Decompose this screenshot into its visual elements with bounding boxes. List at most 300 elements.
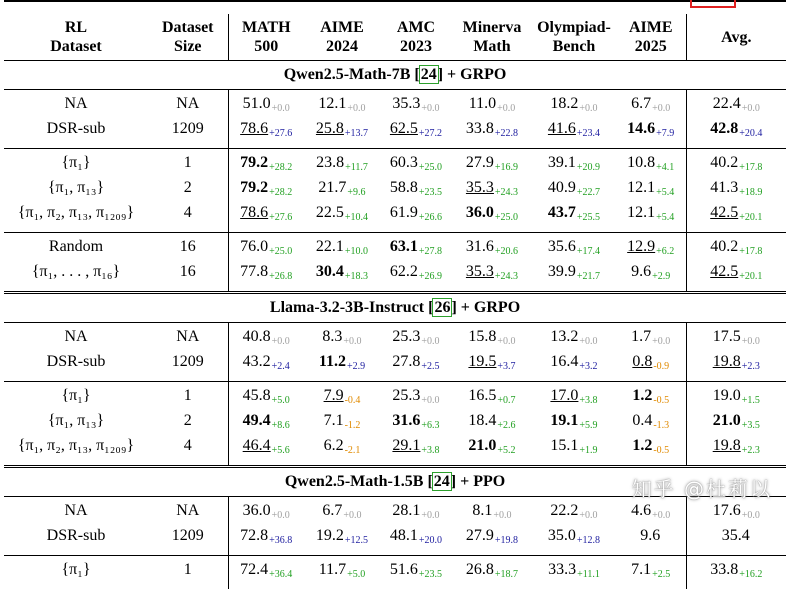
cell-delta: +20.1: [739, 271, 762, 282]
cell-delta: +5.2: [497, 445, 515, 456]
cell-delta: +11.7: [345, 162, 368, 173]
cell-value: 23.8: [316, 154, 344, 171]
cell-value: 27.9: [466, 154, 494, 171]
cell-delta: +20.9: [577, 162, 600, 173]
cell-aime2025: [616, 323, 686, 353]
top-rule: [4, 1, 786, 14]
cell-delta: +0.0: [579, 103, 597, 114]
cell-delta: +4.1: [656, 162, 674, 173]
table-header: [4, 1, 786, 61]
cell-math500: [228, 203, 304, 233]
cell-olympiad-bench: [532, 119, 616, 149]
cell-value: 79.2: [240, 179, 268, 196]
cell-minerva-math: [452, 149, 532, 179]
cell-delta: +17.8: [739, 162, 762, 173]
cell-delta: +18.7: [495, 569, 518, 580]
cell-delta: +12.8: [577, 535, 600, 546]
cell-value: 1.7: [631, 328, 651, 345]
cell-aime2024: [304, 323, 380, 353]
cell-value: 58.8: [390, 179, 418, 196]
cell-aime2025: [616, 233, 686, 263]
row-dataset-name: {π₁}: [4, 556, 148, 589]
header-aime2025: AIME 2025: [616, 14, 686, 61]
cell-delta: +25.5: [577, 212, 600, 223]
cell-delta: +0.7: [497, 395, 515, 406]
row-dataset-name: {π₁, π₁₃}: [4, 178, 148, 203]
section-title: [4, 293, 786, 323]
cell-value: 30.4: [316, 263, 344, 280]
cell-value: 17.5: [713, 328, 741, 345]
cell-delta: +0.0: [343, 336, 361, 347]
cell-value: 26.8: [466, 561, 494, 578]
cell-value: 27.8: [392, 353, 420, 370]
cell-value: 29.1: [392, 437, 420, 454]
cell-delta: +0.0: [652, 103, 670, 114]
row-dataset-size: 1209: [148, 119, 228, 149]
cell-minerva-math: [452, 382, 532, 412]
cell-delta: +27.8: [419, 246, 442, 257]
cell-avg: [686, 119, 786, 149]
cell-value: 33.3: [548, 561, 576, 578]
cell-delta: +5.9: [579, 420, 597, 431]
cell-aime2024: [304, 90, 380, 120]
cell-aime2025: [616, 119, 686, 149]
row-dataset-name: {π₁}: [4, 149, 148, 179]
cell-olympiad-bench: [532, 382, 616, 412]
cell-amc2023: [380, 352, 452, 382]
cell-value: 35.3: [392, 95, 420, 112]
cell-value: 7.1: [324, 412, 344, 429]
cell-aime2024: [304, 149, 380, 179]
row-dataset-size: NA: [148, 497, 228, 527]
section-header-row: [4, 293, 786, 323]
cell-delta: +18.3: [345, 271, 368, 282]
row-dataset-size: 4: [148, 436, 228, 467]
cell-value: 4.6: [631, 502, 651, 519]
table-row: [4, 119, 786, 149]
cell-delta: +0.0: [652, 510, 670, 521]
cell-delta: +0.0: [493, 510, 511, 521]
cell-delta: +0.0: [497, 336, 515, 347]
row-dataset-size: 2: [148, 411, 228, 436]
cell-delta: +2.4: [272, 361, 290, 372]
table-row: [4, 233, 786, 263]
cell-delta: +2.9: [652, 271, 670, 282]
cell-delta: +2.6: [497, 420, 515, 431]
cell-olympiad-bench: [532, 262, 616, 293]
cell-delta: +0.0: [347, 103, 365, 114]
cell-value: 61.9: [390, 204, 418, 221]
cell-olympiad-bench: [532, 90, 616, 120]
cell-delta: +1.9: [579, 445, 597, 456]
cell-value: 36.0: [243, 502, 271, 519]
cell-amc2023: [380, 556, 452, 589]
cell-delta: +0.0: [343, 510, 361, 521]
cell-value: 39.1: [548, 154, 576, 171]
cell-delta: +0.0: [421, 395, 439, 406]
cell-olympiad-bench: [532, 556, 616, 589]
cell-minerva-math: [452, 352, 532, 382]
row-dataset-size: 4: [148, 203, 228, 233]
cell-delta: +5.4: [656, 187, 674, 198]
cell-value: 78.6: [240, 120, 268, 137]
cell-math500: [228, 262, 304, 293]
row-dataset-name: NA: [4, 90, 148, 120]
row-dataset-size: 16: [148, 262, 228, 293]
row-dataset-size: NA: [148, 90, 228, 120]
cell-delta: +20.6: [495, 246, 518, 257]
cell-value: 1.2: [632, 437, 652, 454]
cell-aime2025: [616, 178, 686, 203]
row-dataset-name: Random: [4, 233, 148, 263]
cell-delta: +22.7: [577, 187, 600, 198]
cell-value: 15.8: [468, 328, 496, 345]
header-dataset-size: Dataset Size: [148, 14, 228, 61]
cell-aime2024: [304, 497, 380, 527]
cell-delta: +23.5: [419, 187, 442, 198]
cell-value: 35.6: [548, 238, 576, 255]
table-row: [4, 90, 786, 120]
cell-delta: +10.4: [345, 212, 368, 223]
cell-delta: +18.9: [739, 187, 762, 198]
cell-avg: [686, 203, 786, 233]
cell-delta: +23.4: [577, 128, 600, 139]
cell-amc2023: [380, 497, 452, 527]
cell-delta: -1.3: [653, 420, 669, 431]
cell-delta: -1.2: [345, 420, 361, 431]
cell-delta: +0.0: [579, 336, 597, 347]
cell-delta: +5.4: [656, 212, 674, 223]
cell-value: 48.1: [390, 527, 418, 544]
cell-value: 27.9: [466, 527, 494, 544]
cell-aime2025: [616, 556, 686, 589]
cell-value: 14.6: [627, 120, 655, 137]
cell-math500: [228, 556, 304, 589]
cell-value: 19.8: [713, 437, 741, 454]
row-dataset-size: 16: [148, 233, 228, 263]
section-title-post: ] + GRPO: [438, 66, 507, 83]
cell-avg: [686, 149, 786, 179]
cell-value: 51.0: [243, 95, 271, 112]
cell-value: 62.5: [390, 120, 418, 137]
cell-delta: +20.1: [739, 212, 762, 223]
cell-delta: +0.0: [421, 510, 439, 521]
cell-math500: [228, 119, 304, 149]
cell-delta: +23.5: [419, 569, 442, 580]
section-title-pre: Qwen2.5-Math-1.5B [: [285, 473, 433, 490]
table-row: [4, 411, 786, 436]
cell-value: 76.0: [240, 238, 268, 255]
cell-amc2023: [380, 149, 452, 179]
row-dataset-name: DSR-sub: [4, 526, 148, 556]
cell-aime2025: [616, 382, 686, 412]
cell-delta: +2.5: [421, 361, 439, 372]
cell-value: 35.0: [548, 527, 576, 544]
cell-value: 11.2: [319, 353, 346, 370]
table-row: [4, 262, 786, 293]
cell-minerva-math: [452, 323, 532, 353]
cell-olympiad-bench: [532, 352, 616, 382]
cell-delta: +5.0: [272, 395, 290, 406]
table-row: [4, 526, 786, 556]
cell-olympiad-bench: [532, 233, 616, 263]
cell-delta: +0.0: [742, 103, 760, 114]
cell-amc2023: [380, 203, 452, 233]
cell-value: 40.2: [710, 154, 738, 171]
cell-delta: -0.5: [653, 445, 669, 456]
section-header-row: [4, 61, 786, 90]
cell-value: 11.7: [319, 561, 346, 578]
cell-math500: [228, 526, 304, 556]
cell-delta: -0.5: [653, 395, 669, 406]
cell-delta: +0.0: [497, 103, 515, 114]
cell-value: 36.0: [466, 204, 494, 221]
header-olympiad-bench: Olympiad- Bench: [532, 14, 616, 61]
cell-value: 40.2: [710, 238, 738, 255]
cell-avg: [686, 352, 786, 382]
cell-value: 31.6: [392, 412, 420, 429]
cell-value: 17.0: [550, 387, 578, 404]
cell-value: 21.0: [713, 412, 741, 429]
cell-value: 6.7: [322, 502, 342, 519]
row-dataset-size: NA: [148, 323, 228, 353]
row-dataset-size: 2: [148, 178, 228, 203]
cell-value: 6.2: [324, 437, 344, 454]
cell-value: 0.8: [632, 353, 652, 370]
citation-link: 26: [433, 299, 451, 316]
cell-value: 6.7: [631, 95, 651, 112]
cell-delta: +2.9: [347, 361, 365, 372]
cell-delta: +0.0: [272, 103, 290, 114]
cell-delta: +3.8: [579, 395, 597, 406]
cell-value: 19.1: [550, 412, 578, 429]
cell-value: 60.3: [390, 154, 418, 171]
cell-delta: +19.8: [495, 535, 518, 546]
section-title: [4, 61, 786, 90]
cell-delta: +27.6: [269, 128, 292, 139]
cell-delta: +11.1: [577, 569, 600, 580]
row-dataset-size: 1: [148, 149, 228, 179]
row-dataset-name: {π₁, π₁₃}: [4, 411, 148, 436]
cell-value: 43.2: [243, 353, 271, 370]
cell-aime2025: [616, 436, 686, 467]
cell-math500: [228, 323, 304, 353]
cell-aime2024: [304, 262, 380, 293]
row-dataset-size: 1209: [148, 526, 228, 556]
cell-value: 39.9: [548, 263, 576, 280]
cell-value: 72.4: [240, 561, 268, 578]
cell-value: 62.2: [390, 263, 418, 280]
cell-value: 22.2: [550, 502, 578, 519]
cell-delta: +10.0: [345, 246, 368, 257]
cell-aime2025: [616, 262, 686, 293]
cell-delta: +0.0: [421, 336, 439, 347]
cell-value: 49.4: [243, 412, 271, 429]
cell-delta: +26.6: [419, 212, 442, 223]
cell-value: 19.2: [316, 527, 344, 544]
cell-value: 9.6: [640, 527, 660, 544]
cell-value: 72.8: [240, 527, 268, 544]
cell-aime2024: [304, 382, 380, 412]
cell-amc2023: [380, 233, 452, 263]
cell-delta: +8.6: [272, 420, 290, 431]
cell-delta: +0.0: [421, 103, 439, 114]
cell-value: 63.1: [390, 238, 418, 255]
cell-olympiad-bench: [532, 497, 616, 527]
cell-avg: [686, 556, 786, 589]
cell-value: 16.4: [550, 353, 578, 370]
cell-value: 10.8: [627, 154, 655, 171]
cell-olympiad-bench: [532, 203, 616, 233]
section-title-post: ] + GRPO: [451, 299, 520, 316]
cell-avg: [686, 90, 786, 120]
cell-minerva-math: [452, 119, 532, 149]
row-dataset-size: 1209: [148, 352, 228, 382]
cell-delta: +0.0: [579, 510, 597, 521]
cell-minerva-math: [452, 556, 532, 589]
cell-value: 19.8: [713, 353, 741, 370]
cell-aime2025: [616, 526, 686, 556]
cell-delta: +27.6: [269, 212, 292, 223]
cell-value: 17.6: [713, 502, 741, 519]
cell-delta: +9.6: [347, 187, 365, 198]
cell-delta: +7.9: [656, 128, 674, 139]
cell-value: 8.1: [472, 502, 492, 519]
cell-delta: +25.0: [495, 212, 518, 223]
cell-minerva-math: [452, 436, 532, 467]
cell-amc2023: [380, 178, 452, 203]
table-row: [4, 556, 786, 589]
cell-delta: +36.8: [269, 535, 292, 546]
cell-value: 25.3: [392, 328, 420, 345]
row-dataset-name: {π₁, . . . , π₁₆}: [4, 262, 148, 293]
citation-link: 24: [420, 66, 438, 83]
cell-value: 25.3: [392, 387, 420, 404]
cell-avg: [686, 526, 786, 556]
cell-delta: +24.3: [495, 271, 518, 282]
cell-olympiad-bench: [532, 178, 616, 203]
cell-aime2025: [616, 352, 686, 382]
cell-value: 15.1: [550, 437, 578, 454]
cell-avg: [686, 178, 786, 203]
table-row: [4, 178, 786, 203]
cell-minerva-math: [452, 497, 532, 527]
cell-delta: +20.4: [739, 128, 762, 139]
citation-link: 24: [433, 473, 451, 490]
cell-math500: [228, 436, 304, 467]
cell-delta: +0.0: [272, 336, 290, 347]
cell-minerva-math: [452, 411, 532, 436]
cell-value: 13.2: [550, 328, 578, 345]
row-dataset-name: {π₁}: [4, 382, 148, 412]
cell-value: 12.1: [627, 204, 655, 221]
cell-aime2024: [304, 178, 380, 203]
cell-amc2023: [380, 323, 452, 353]
cell-value: 42.8: [710, 120, 738, 137]
cell-value: 79.2: [240, 154, 268, 171]
cell-value: 35.3: [466, 179, 494, 196]
cell-delta: +2.5: [652, 569, 670, 580]
cell-avg: [686, 323, 786, 353]
cell-avg: [686, 411, 786, 436]
header-math500: MATH 500: [228, 14, 304, 61]
cell-value: 40.8: [243, 328, 271, 345]
row-dataset-name: {π₁, π₂, π₁₃, π₁₂₀₉}: [4, 203, 148, 233]
cell-value: 46.4: [243, 437, 271, 454]
cell-value: 40.9: [548, 179, 576, 196]
cell-minerva-math: [452, 262, 532, 293]
cell-delta: -0.4: [345, 395, 361, 406]
cell-value: 28.1: [392, 502, 420, 519]
cell-delta: +27.2: [419, 128, 442, 139]
row-dataset-name: DSR-sub: [4, 352, 148, 382]
cell-delta: +28.2: [269, 162, 292, 173]
cell-delta: +12.5: [345, 535, 368, 546]
cell-value: 41.3: [710, 179, 738, 196]
cell-amc2023: [380, 411, 452, 436]
cell-avg: [686, 262, 786, 293]
cell-olympiad-bench: [532, 526, 616, 556]
cell-value: 1.2: [632, 387, 652, 404]
row-dataset-name: NA: [4, 323, 148, 353]
cell-delta: +24.3: [495, 187, 518, 198]
cell-delta: +25.0: [269, 246, 292, 257]
cell-math500: [228, 352, 304, 382]
cell-math500: [228, 497, 304, 527]
cell-value: 19.5: [468, 353, 496, 370]
cell-value: 41.6: [548, 120, 576, 137]
header-amc2023: AMC 2023: [380, 14, 452, 61]
cell-value: 7.1: [631, 561, 651, 578]
header-row: [4, 14, 786, 61]
cell-delta: +17.8: [739, 246, 762, 257]
cell-delta: +3.2: [579, 361, 597, 372]
cell-delta: -0.9: [653, 361, 669, 372]
cell-value: 77.8: [240, 263, 268, 280]
cell-delta: +28.2: [269, 187, 292, 198]
cell-minerva-math: [452, 90, 532, 120]
cell-value: 22.1: [316, 238, 344, 255]
cell-delta: +16.9: [495, 162, 518, 173]
cell-delta: +25.0: [419, 162, 442, 173]
cell-value: 51.6: [390, 561, 418, 578]
cell-delta: +5.0: [347, 569, 365, 580]
cell-math500: [228, 411, 304, 436]
cell-value: 35.4: [722, 527, 750, 544]
cell-delta: +5.6: [272, 445, 290, 456]
cell-delta: +17.4: [577, 246, 600, 257]
cell-delta: +0.0: [272, 510, 290, 521]
highlight-box: [690, 0, 736, 8]
header-minerva-math: Minerva Math: [452, 14, 532, 61]
cell-value: 19.0: [713, 387, 741, 404]
cell-amc2023: [380, 382, 452, 412]
cell-delta: +0.0: [742, 510, 760, 521]
table-row: [4, 352, 786, 382]
cell-value: 22.4: [713, 95, 741, 112]
cell-amc2023: [380, 262, 452, 293]
cell-olympiad-bench: [532, 323, 616, 353]
header-aime2024: AIME 2024: [304, 14, 380, 61]
header-avg: Avg.: [686, 14, 786, 61]
cell-delta: +3.5: [742, 420, 760, 431]
cell-value: 35.3: [466, 263, 494, 280]
cell-aime2024: [304, 436, 380, 467]
cell-delta: +2.3: [742, 445, 760, 456]
cell-avg: [686, 233, 786, 263]
cell-delta: +2.3: [742, 361, 760, 372]
cell-aime2024: [304, 411, 380, 436]
